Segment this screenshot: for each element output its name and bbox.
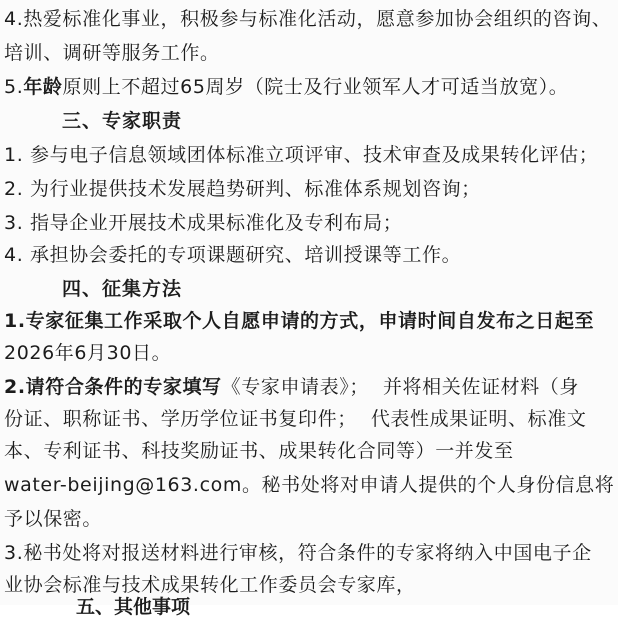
application-form-name: 《专家申请表》；	[221, 376, 369, 398]
section-5-heading-partial: 五、其他事项	[76, 596, 191, 618]
eligibility-item-4-line-1: 4.热爱标准化事业，积极参与标准化活动，愿意参加协会组织的咨询、	[4, 8, 612, 30]
item-number: 5.	[4, 76, 24, 98]
eligibility-item-4-line-2: 培训、调研等服务工作。	[4, 42, 220, 64]
method-item-2-line-5: 予以保密。	[4, 508, 103, 530]
section-3-heading: 三、专家职责	[62, 110, 183, 132]
eligibility-item-5	[4, 74, 568, 100]
method-item-3-line-1: 3.秘书处将对报送材料进行审核，符合条件的专家将纳入中国电子企	[4, 542, 592, 564]
method-item-1-line-1: 1.专家征集工作采取个人自愿申请的方式，申请时间自发布之日起至	[4, 310, 595, 332]
age-keyword: 年龄	[23, 76, 63, 98]
method-item-2-line-1	[4, 374, 579, 400]
duty-item-1: 1. 参与电子信息领域团体标准立项评审、技术审查及成果转化评估；	[4, 144, 599, 166]
section-4-heading: 四、征集方法	[62, 278, 183, 300]
age-requirement-text: 原则上不超过65周岁（院士及行业领军人才可适当放宽）。	[62, 76, 569, 98]
method-item-2-rest: 并将相关佐证材料（身	[382, 376, 579, 398]
duty-item-2: 2. 为行业提供技术发展趋势研判、标准体系规划咨询；	[4, 178, 481, 200]
materials-list-a: 份证、职称证书、学历学位证书复印件；	[4, 408, 357, 430]
method-item-2-line-4-email: water-beijing@163.com。秘书处将对申请人提供的个人身份信息将	[4, 474, 615, 496]
method-item-2-line-2	[4, 406, 586, 432]
method-item-2-lead: 2.请符合条件的专家填写	[4, 376, 222, 398]
method-item-2-line-3: 本、专利证书、科技奖励证书、成果转化合同等）一并发至	[4, 440, 514, 462]
materials-list-b: 代表性成果证明、标准文	[370, 408, 587, 430]
duty-item-4: 4. 承担协会委托的专项课题研究、培训授课等工作。	[4, 244, 462, 266]
duty-item-3: 3. 指导企业开展技术成果标准化及专利布局；	[4, 212, 403, 234]
method-item-3-line-2: 业协会标准与技术成果转化工作委员会专家库，	[4, 574, 416, 596]
method-item-1-line-2: 2026年6月30日。	[4, 342, 172, 364]
